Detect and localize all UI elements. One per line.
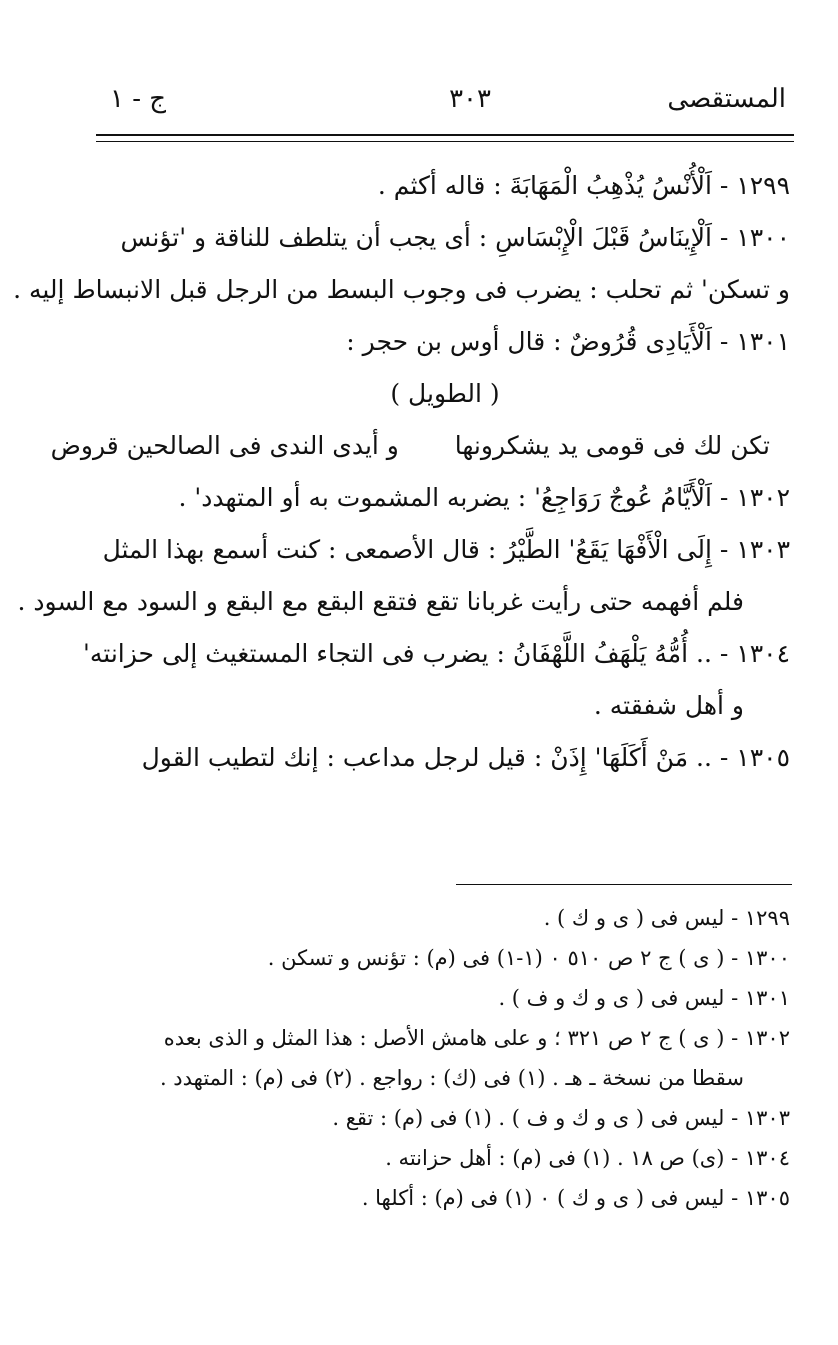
footnote-1299: ١٢٩٩ - ليس فى ( ى و ك ) . [543, 906, 790, 930]
entry-1303-continued: فلم أفهمه حتى رأيت غربانا تقع فتقع البقع مع البقع و السود مع السود . [17, 587, 744, 616]
entry-1305: ١٣٠٥ - .. مَنْ أَكَلَهَا' إِذَنْ : قيل لرجل مداعب : إنك لتطيب القول [141, 743, 790, 772]
header-rule-thin [96, 141, 794, 142]
meter-label: ( الطويل ) [390, 379, 500, 408]
footnote-1304: ١٣٠٤ - (ى) ص ١٨ . (١) فى (م) : أهل حزانته . [385, 1146, 790, 1170]
entry-1302: ١٣٠٢ - اَلْأَيَّامُ عُوجٌ رَوَاجِعُ' : يضربه المشموت به أو المتهدد' . [178, 483, 790, 512]
entry-1303: ١٣٠٣ - إِلَى الْأَفْهَا يَقَعُ' الطَّيْرُ : قال الأصمعى : كنت أسمع بهذا المثل [102, 535, 790, 564]
footnote-1303: ١٣٠٣ - ليس فى ( ى و ك و ف ) . (١) فى (م) : تقع . [332, 1106, 790, 1130]
footnote-1300: ١٣٠٠ - ( ى ) ج ٢ ص ٥١٠ ٠ (١-١) فى (م) : تؤنس و تسكن . [267, 946, 790, 970]
entry-1301: ١٣٠١ - اَلْأَيَادِى قُرُوضٌ : قال أوس بن حجر : [346, 327, 790, 356]
entry-1300-continued: و تسكن' ثم تحلب : يضرب فى وجوب البسط من الرجل قبل الانبساط إليه . [13, 275, 790, 304]
footnote-rule [456, 884, 792, 885]
page-number: ٣٠٣ [449, 84, 491, 114]
footnote-1301: ١٣٠١ - ليس فى ( ى و ك و ف ) . [498, 986, 790, 1010]
entry-1300: ١٣٠٠ - اَلْإِينَاسُ قَبْلَ الْإِبْسَاسِ : أى يجب أن يتلطف للناقة و 'تؤنس [120, 223, 790, 252]
footnote-1305: ١٣٠٥ - ليس فى ( ى و ك ) ٠ (١) فى (م) : أكلها . [361, 1186, 790, 1210]
poem-verse [50, 420, 790, 472]
running-header [110, 84, 786, 124]
verse-second-hemistich: و أيدى الندى فى الصالحين قروض [50, 431, 399, 460]
main-text [13, 160, 790, 784]
footnote-1302: ١٣٠٢ - ( ى ) ج ٢ ص ٣٢١ ؛ و على هامش الأصل : هذا المثل و الذى بعده [163, 1026, 790, 1050]
footnotes [100, 898, 790, 1218]
book-title: المستقصى [667, 84, 786, 114]
entry-1304: ١٣٠٤ - .. أُمُّهُ يَلْهَفُ اللَّهْفَانُ : يضرب فى التجاء المستغيث إلى حزانته' [83, 639, 790, 668]
volume-part: ج - ١ [110, 84, 167, 114]
entry-1304-continued: و أهل شفقته . [593, 691, 744, 720]
header-rule-thick [96, 134, 794, 136]
entry-1299: ١٢٩٩ - اَلْأُنْسُ يُذْهِبُ الْمَهَابَةَ : قاله أكثم . [377, 171, 790, 200]
verse-first-hemistich: تكن لك فى قومى يد يشكرونها [454, 431, 770, 460]
footnote-1302-continued: سقطا من نسخة ـ هـ . (١) فى (ك) : رواجع . (٢) فى (م) : المتهدد . [159, 1066, 744, 1090]
